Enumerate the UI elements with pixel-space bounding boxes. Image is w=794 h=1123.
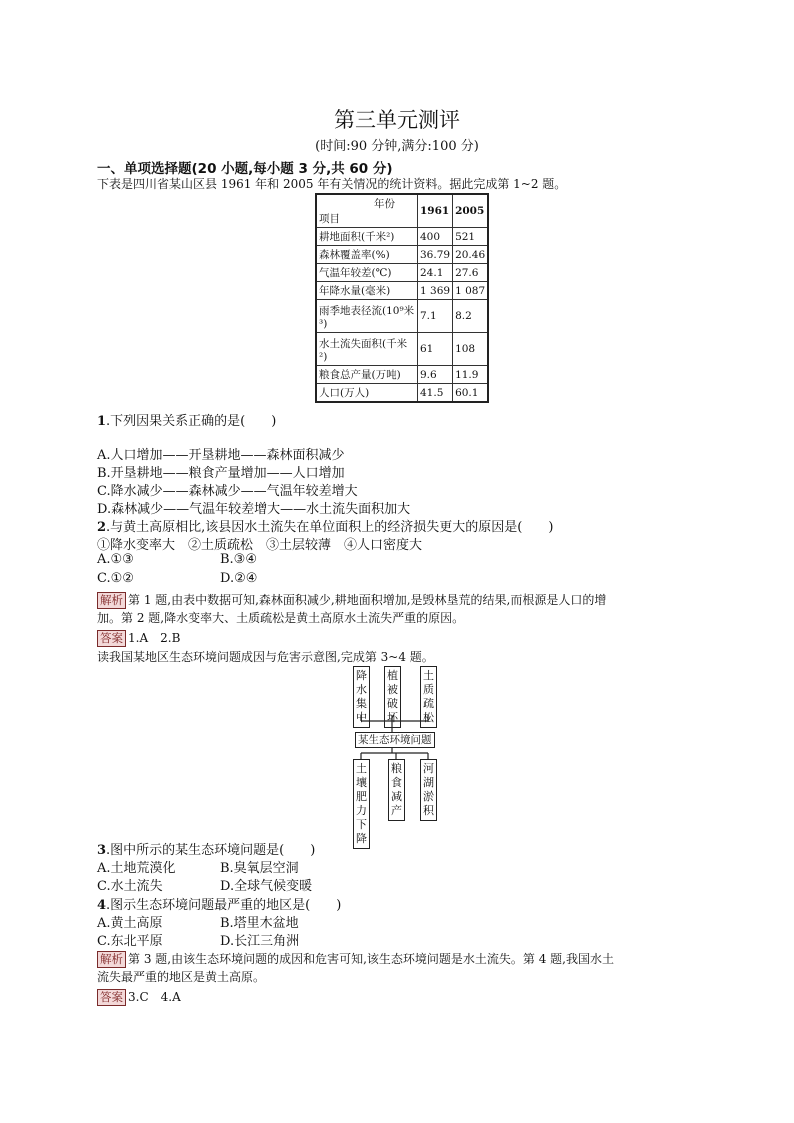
q1-option-b: B.开垦耕地——粮食产量增加——人口增加 [97,466,345,481]
exam-info: (时间:90 分钟,满分:100 分) [315,139,479,154]
center-problem-box: 某生态环境问题 [355,732,435,748]
q4-option-c: C.东北平原 [97,934,163,949]
analysis-2-line-1: 解析 第 3 题,由该生态环境问题的成因和危害可知,该生态环境问题是水土流失。第 4 题,我国水土 [97,950,614,968]
question-3: 3.图中所示的某生态环境问题是( ) [97,843,316,858]
q3-option-d: D.全球气候变暖 [220,879,313,894]
analysis-tag: 解析 [97,592,126,609]
table-header-1961: 1961 [418,194,453,228]
table-row: 人口(万人) 41.5 60.1 [316,384,488,403]
q2-option-c: C.①② [97,571,134,586]
intro-text-1: 下表是四川省某山区县 1961 年和 2005 年有关情况的统计资料。据此完成第 1~2 题。 [97,177,567,191]
analysis-1-line-1: 解析 第 1 题,由表中数据可知,森林面积减少,耕地面积增加,是毁林垦荒的结果,而根源是人口的增 [97,591,606,609]
cause-box-1: 降水集中 [353,666,370,728]
cause-box-3: 土质疏松 [420,666,437,728]
question-1: 1.下列因果关系正确的是( ) [97,414,277,429]
q3-option-a: A.土地荒漠化 [97,861,176,876]
q4-option-a: A.黄土高原 [97,916,163,931]
answer-tag: 答案 [97,630,126,647]
table-row: 耕地面积(千米²) 400 521 [316,228,488,246]
q1-option-c: C.降水减少——森林减少——气温年较差增大 [97,484,358,499]
table-header-2005: 2005 [453,194,489,228]
analysis-2-line-2: 流失最严重的地区是黄土高原。 [97,970,266,984]
answer-tag: 答案 [97,989,126,1006]
table-row: 年降水量(毫米) 1 369 1 087 [316,282,488,300]
q3-option-b: B.臭氧层空洞 [220,861,299,876]
q2-choices: ①降水变率大 ②土质疏松 ③土层较薄 ④人口密度大 [97,538,423,553]
section-heading: 一、单项选择题(20 小题,每小题 3 分,共 60 分) [97,161,393,177]
q1-option-a: A.人口增加——开垦耕地——森林面积减少 [97,448,345,463]
question-4: 4.图示生态环境问题最严重的地区是( ) [97,898,342,913]
statistics-table [315,193,489,403]
q1-option-d: D.森林减少——气温年较差增大——水土流失面积加大 [97,502,411,517]
cause-box-2: 植被破坏 [384,666,401,728]
answer-2: 答案 3.C 4.A [97,988,181,1006]
effect-box-3: 河湖淤积 [420,759,437,821]
analysis-tag: 解析 [97,951,126,968]
table-header-corner: 年份 项目 [316,194,418,228]
q4-option-d: D.长江三角洲 [220,934,300,949]
table-row: 粮食总产量(万吨) 9.6 11.9 [316,366,488,384]
intro-text-2: 读我国某地区生态环境问题成因与危害示意图,完成第 3~4 题。 [97,650,434,664]
q2-option-d: D.②④ [220,571,258,586]
q3-option-c: C.水土流失 [97,879,163,894]
effect-box-1: 土壤肥力下降 [353,759,370,849]
q2-option-a: A.①③ [97,552,134,567]
analysis-1-line-2: 加。第 2 题,降水变率大、土质疏松是黄土高原水土流失严重的原因。 [97,611,465,625]
table-row: 雨季地表径流(10⁹米³) 7.1 8.2 [316,300,488,333]
q2-option-b: B.③④ [220,552,257,567]
question-2: 2.与黄土高原相比,该县因水土流失在单位面积上的经济损失更大的原因是( ) [97,520,554,535]
page-title: 第三单元测评 [334,108,460,132]
answer-1: 答案 1.A 2.B [97,629,180,647]
table-row: 气温年较差(℃) 24.1 27.6 [316,264,488,282]
effect-box-2: 粮食减产 [388,759,405,821]
table-row: 森林覆盖率(%) 36.79 20.46 [316,246,488,264]
q4-option-b: B.塔里木盆地 [220,916,299,931]
table-row: 水土流失面积(千米²) 61 108 [316,333,488,366]
